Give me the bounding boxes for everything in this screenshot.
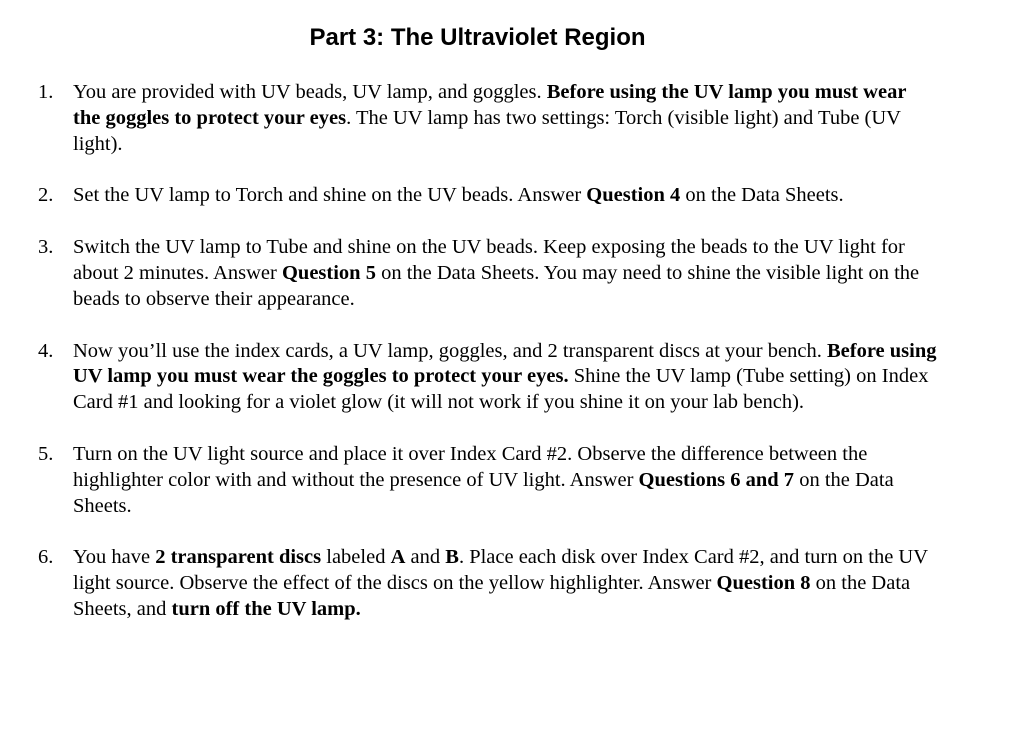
text-run: Now you’ll use the index cards, a UV lamp, goggles, and 2 transparent discs at your bench. bbox=[73, 339, 827, 362]
text-run-bold: A bbox=[390, 546, 406, 569]
item-number: 4. bbox=[38, 339, 54, 362]
text-run-bold: Question 8 bbox=[716, 572, 811, 595]
text-run: You have bbox=[73, 546, 156, 569]
text-run: labeled bbox=[321, 546, 391, 569]
text-run-bold: Question 5 bbox=[281, 261, 376, 284]
list-item bbox=[38, 183, 938, 209]
item-text bbox=[73, 80, 938, 157]
text-run-bold: 2 transparent discs bbox=[155, 546, 322, 569]
text-run-bold: turn off the UV lamp. bbox=[171, 597, 361, 620]
text-run: and bbox=[405, 546, 446, 569]
text-run: on the Data Sheets. bbox=[680, 184, 844, 207]
text-run-bold: Questions 6 and 7 bbox=[638, 468, 795, 491]
page-title: Part 3: The Ultraviolet Region bbox=[309, 24, 646, 51]
text-run: on the Data Sheets. You may need to shine the visible light on the beads to observe their appearance. bbox=[73, 261, 920, 310]
text-run: You are provided with UV beads, UV lamp, and goggles. bbox=[73, 81, 547, 103]
list-item bbox=[38, 80, 938, 157]
text-run: . The UV lamp has two settings: Torch (visible light) and Tube (UV light). bbox=[73, 106, 901, 155]
list-item bbox=[38, 442, 938, 519]
text-run: Switch the UV lamp to Tube and shine on the UV beads. Keep exposing the beads to the UV light for about 2 minutes. Answer bbox=[73, 236, 905, 284]
text-run: Turn on the UV light source and place it over Index Card #2. Observe the difference between the highlighter color with and without the presence of UV light. Answer bbox=[73, 442, 868, 491]
item-text bbox=[73, 442, 938, 519]
list-item bbox=[38, 545, 938, 622]
list-item bbox=[38, 235, 938, 312]
item-number: 5. bbox=[38, 442, 54, 465]
text-run-bold: B bbox=[445, 546, 459, 569]
item-text bbox=[73, 183, 938, 209]
item-text bbox=[73, 339, 938, 416]
text-run: Shine the UV lamp (Tube setting) on Index Card #1 and looking for a violet glow (it will not work if you shine it on your lab bench). bbox=[73, 365, 929, 414]
text-run: on the Data Sheets, and bbox=[73, 572, 911, 620]
text-run: . Place each disk over Index Card #2, and turn on the UV light source. Observe the effect of the discs on the yellow highlighter. Answer bbox=[73, 546, 928, 595]
list-item bbox=[38, 339, 938, 416]
text-run-bold: Question 4 bbox=[586, 184, 681, 207]
item-number: 3. bbox=[38, 236, 54, 259]
instruction-list bbox=[38, 80, 938, 649]
item-text bbox=[73, 235, 938, 312]
text-run-bold: Before using the UV lamp you must wear the goggles to protect your eyes bbox=[73, 81, 907, 129]
text-run: Set the UV lamp to Torch and shine on the UV beads. Answer bbox=[73, 184, 587, 207]
item-number: 6. bbox=[38, 546, 54, 569]
text-run-bold: Before using UV lamp you must wear the goggles to protect your eyes. bbox=[73, 339, 937, 388]
item-number: 1. bbox=[38, 81, 54, 103]
item-text bbox=[73, 545, 938, 622]
text-run: on the Data Sheets. bbox=[73, 468, 894, 517]
item-number: 2. bbox=[38, 184, 54, 207]
